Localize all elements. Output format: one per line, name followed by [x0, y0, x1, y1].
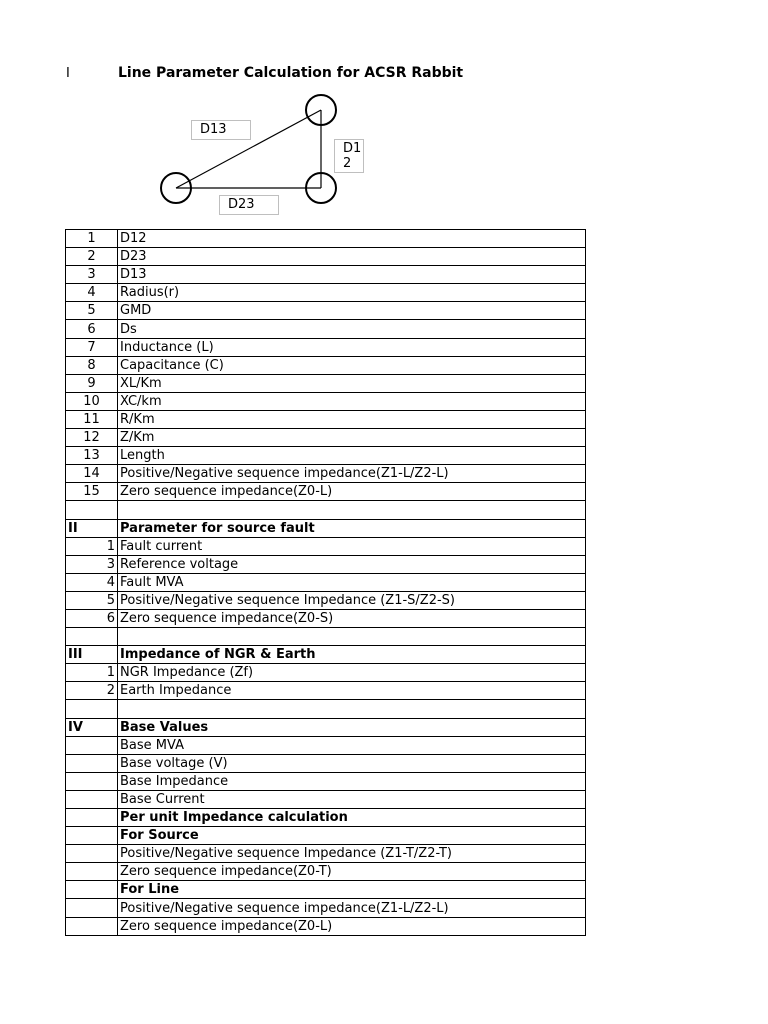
row-label-cell: Base voltage (V) [118, 754, 586, 772]
row-label-cell: R/Km [118, 410, 586, 428]
section-number: I [66, 66, 70, 81]
row-label-cell: For Source [118, 827, 586, 845]
table-row [66, 863, 586, 881]
row-label-cell: Base MVA [118, 736, 586, 754]
label-d12-line1: D1 [343, 141, 362, 156]
table-row [66, 646, 586, 664]
table-row [66, 899, 586, 917]
parameter-table [65, 229, 586, 936]
row-label-cell: Parameter for source fault [118, 519, 586, 537]
label-d12-line2: 2 [343, 156, 352, 171]
row-label-cell: Fault current [118, 537, 586, 555]
table-row [66, 573, 586, 591]
table-row [66, 754, 586, 772]
table-row [66, 410, 586, 428]
row-number-cell: 1 [66, 537, 118, 555]
table-row [66, 609, 586, 627]
table-row [66, 501, 586, 519]
row-number-cell: 13 [66, 447, 118, 465]
table-row [66, 392, 586, 410]
label-d23: D23 [219, 195, 279, 215]
table-row [66, 736, 586, 754]
row-number-cell [66, 881, 118, 899]
table-row [66, 682, 586, 700]
row-number-cell: 6 [66, 320, 118, 338]
table-row [66, 628, 586, 646]
row-number-cell [66, 736, 118, 754]
row-number-cell [66, 772, 118, 790]
row-label-cell: Fault MVA [118, 573, 586, 591]
row-number-cell: 12 [66, 429, 118, 447]
row-number-cell [66, 700, 118, 718]
row-number-cell: 3 [66, 555, 118, 573]
row-label-cell: Positive/Negative sequence impedance(Z1-L/Z2-L) [118, 899, 586, 917]
row-label-cell: Radius(r) [118, 284, 586, 302]
table-row [66, 809, 586, 827]
row-label-cell: Positive/Negative sequence Impedance (Z1-T/Z2-T) [118, 845, 586, 863]
row-label-cell [118, 628, 586, 646]
conductor-spacing-diagram [150, 90, 400, 220]
table-row [66, 284, 586, 302]
row-number-cell: 6 [66, 609, 118, 627]
table-row [66, 302, 586, 320]
row-label-cell: GMD [118, 302, 586, 320]
row-label-cell: NGR Impedance (Zf) [118, 664, 586, 682]
row-number-cell [66, 827, 118, 845]
row-label-cell: Positive/Negative sequence Impedance (Z1-S/Z2-S) [118, 591, 586, 609]
table-row [66, 320, 586, 338]
table-row [66, 591, 586, 609]
row-label-cell: Base Current [118, 790, 586, 808]
row-label-cell: Inductance (L) [118, 338, 586, 356]
row-label-cell: Impedance of NGR & Earth [118, 646, 586, 664]
table-row [66, 790, 586, 808]
row-label-cell: Zero sequence impedance(Z0-L) [118, 483, 586, 501]
row-number-cell [66, 809, 118, 827]
row-number-cell: 5 [66, 302, 118, 320]
row-number-cell: 5 [66, 591, 118, 609]
row-number-cell: 1 [66, 664, 118, 682]
row-label-cell [118, 501, 586, 519]
row-number-cell: 2 [66, 248, 118, 266]
row-label-cell: D13 [118, 266, 586, 284]
table-row [66, 519, 586, 537]
row-number-cell [66, 899, 118, 917]
table-row [66, 845, 586, 863]
row-number-cell: II [66, 519, 118, 537]
row-number-cell [66, 754, 118, 772]
table-row [66, 555, 586, 573]
row-number-cell: 9 [66, 374, 118, 392]
table-row [66, 917, 586, 935]
row-number-cell [66, 845, 118, 863]
table-row [66, 664, 586, 682]
table-row [66, 465, 586, 483]
table-row [66, 700, 586, 718]
label-d13: D13 [191, 120, 251, 140]
parameter-table-body [66, 230, 586, 936]
row-number-cell: III [66, 646, 118, 664]
table-row [66, 230, 586, 248]
row-label-cell: Positive/Negative sequence impedance(Z1-L/Z2-L) [118, 465, 586, 483]
table-row [66, 338, 586, 356]
table-row [66, 447, 586, 465]
row-label-cell: Length [118, 447, 586, 465]
row-label-cell: Reference voltage [118, 555, 586, 573]
table-row [66, 266, 586, 284]
row-label-cell: D23 [118, 248, 586, 266]
row-number-cell [66, 628, 118, 646]
page-title: Line Parameter Calculation for ACSR Rabbit [118, 65, 464, 81]
row-number-cell [66, 917, 118, 935]
table-row [66, 827, 586, 845]
row-label-cell: Base Values [118, 718, 586, 736]
row-number-cell: 15 [66, 483, 118, 501]
row-label-cell: Per unit Impedance calculation [118, 809, 586, 827]
table-row [66, 718, 586, 736]
row-number-cell: 14 [66, 465, 118, 483]
row-number-cell: 4 [66, 573, 118, 591]
row-label-cell: Base Impedance [118, 772, 586, 790]
table-row [66, 537, 586, 555]
row-number-cell [66, 790, 118, 808]
row-number-cell [66, 863, 118, 881]
row-label-cell: Earth Impedance [118, 682, 586, 700]
table-row [66, 483, 586, 501]
row-label-cell: XL/Km [118, 374, 586, 392]
row-number-cell: 3 [66, 266, 118, 284]
label-d12 [334, 139, 364, 173]
row-label-cell: XC/km [118, 392, 586, 410]
table-row [66, 374, 586, 392]
table-row [66, 248, 586, 266]
row-label-cell: Zero sequence impedance(Z0-L) [118, 917, 586, 935]
row-number-cell: 4 [66, 284, 118, 302]
table-row [66, 356, 586, 374]
table-row [66, 881, 586, 899]
row-label-cell [118, 700, 586, 718]
row-number-cell: 8 [66, 356, 118, 374]
row-label-cell: Zero sequence impedance(Z0-S) [118, 609, 586, 627]
row-label-cell: Zero sequence impedance(Z0-T) [118, 863, 586, 881]
row-label-cell: Capacitance (C) [118, 356, 586, 374]
row-label-cell: For Line [118, 881, 586, 899]
table-row [66, 772, 586, 790]
row-number-cell: IV [66, 718, 118, 736]
row-number-cell: 2 [66, 682, 118, 700]
row-label-cell: D12 [118, 230, 586, 248]
row-label-cell: Z/Km [118, 429, 586, 447]
table-row [66, 429, 586, 447]
row-number-cell: 10 [66, 392, 118, 410]
row-number-cell: 7 [66, 338, 118, 356]
row-label-cell: Ds [118, 320, 586, 338]
row-number-cell: 1 [66, 230, 118, 248]
row-number-cell: 11 [66, 410, 118, 428]
row-number-cell [66, 501, 118, 519]
